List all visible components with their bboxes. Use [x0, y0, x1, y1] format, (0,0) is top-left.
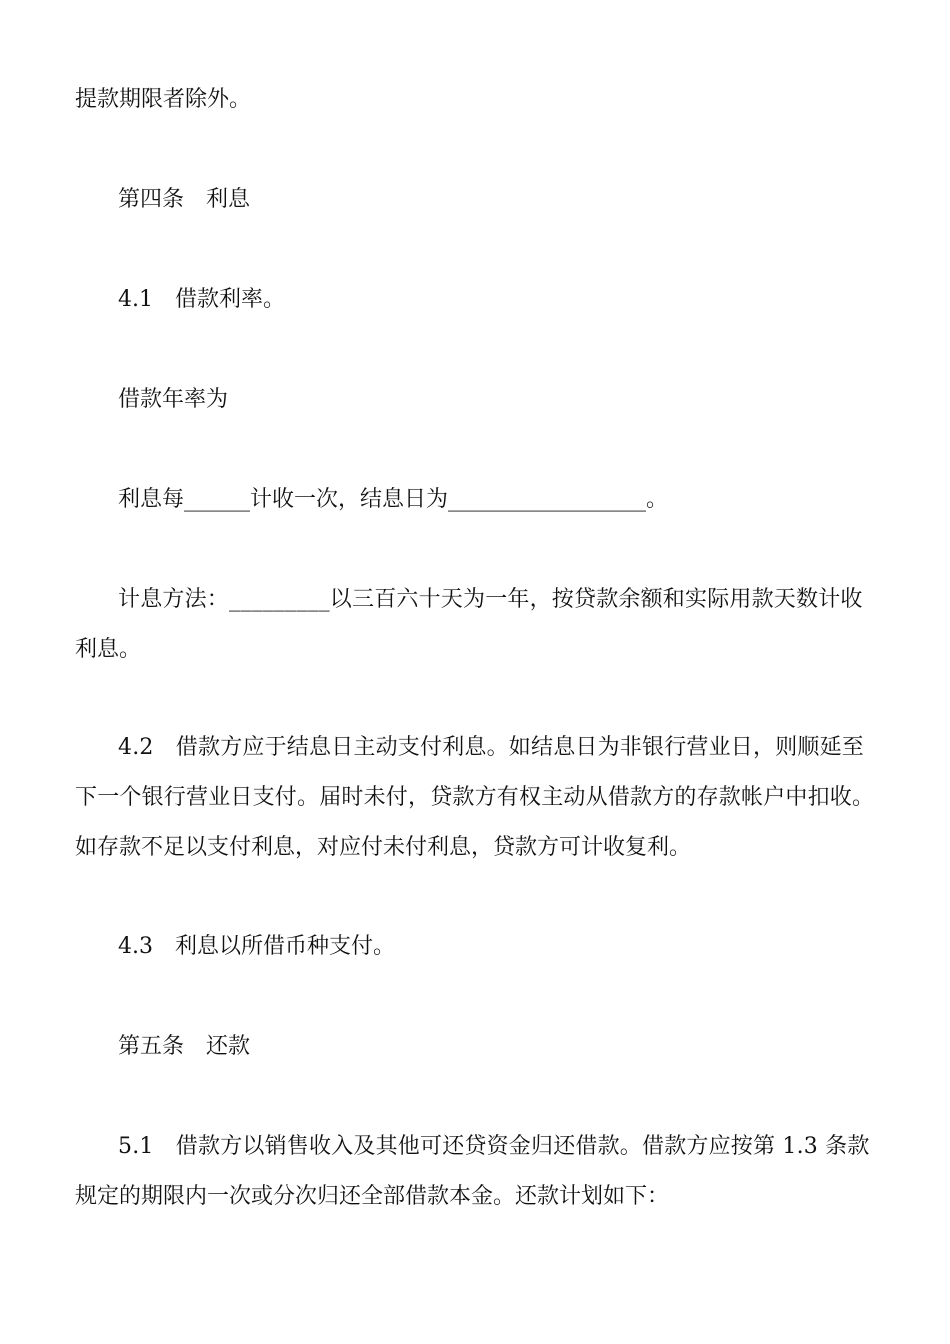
- clause-5-1-line-2: 规定的期限内一次或分次归还全部借款本金。还款计划如下：: [75, 1184, 670, 1209]
- article-4-heading: 第四条 利息: [118, 187, 251, 212]
- interest-period-text: 利息每______计收一次，结息日为__________________。: [118, 487, 669, 512]
- calc-method-line-1: 计息方法：_________以三百六十天为一年，按贷款余额和实际用款天数计收: [118, 587, 863, 612]
- calc-method-line-2: 利息。: [75, 637, 142, 662]
- article-5-heading: 第五条 还款: [118, 1034, 251, 1059]
- clause-4-2-line-1: 4.2 借款方应于结息日主动支付利息。如结息日为非银行营业日，则顺延至: [118, 735, 864, 760]
- clause-4-1: 4.1 借款利率。: [118, 287, 285, 312]
- interest-rate-text: 借款年率为: [118, 387, 229, 412]
- clause-4-3: 4.3 利息以所借币种支付。: [118, 934, 395, 959]
- clause-4-2-line-2: 下一个银行营业日支付。届时未付，贷款方有权主动从借款方的存款帐户中扣收。: [75, 785, 875, 810]
- clause-4-2-line-3: 如存款不足以支付利息，对应付未付利息，贷款方可计收复利。: [75, 835, 692, 860]
- clause-5-1-line-1: 5.1 借款方以销售收入及其他可还贷资金归还借款。借款方应按第 1.3 条款: [118, 1134, 870, 1159]
- paragraph-continuation: 提款期限者除外。: [75, 87, 252, 112]
